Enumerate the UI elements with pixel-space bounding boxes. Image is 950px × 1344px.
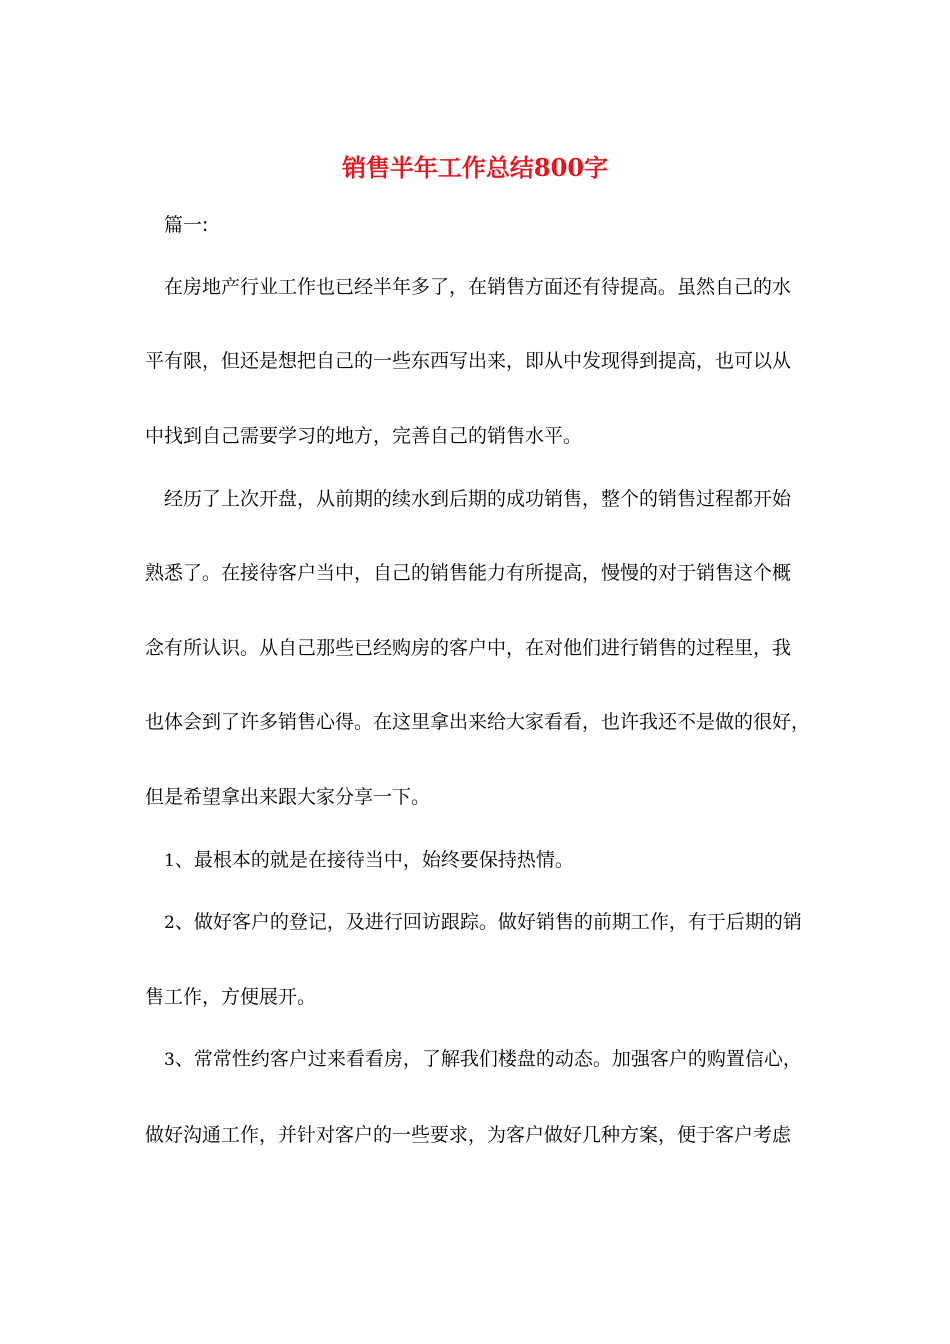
list-item-text: 、常常性约客户过来看看房，了解我们楼盘的动态。加强客户的购置信心， <box>174 1048 802 1070</box>
document-title: 销售半年工作总结800字 <box>341 153 609 182</box>
list-item <box>164 1045 810 1074</box>
paragraph-line: 但是希望拿出来跟大家分享一下。 <box>145 786 431 808</box>
list-item-number: 2 <box>164 913 175 933</box>
paragraph-line: 做好沟通工作，并针对客户的一些要求，为客户做好几种方案，便于客户考虑 <box>145 1124 792 1146</box>
paragraph-line: 平有限，但还是想把自己的一些东西写出来，即从中发现得到提高，也可以从 <box>145 350 792 372</box>
paragraph-line: 售工作，方便展开。 <box>145 986 317 1008</box>
paragraph-line: 念有所认识。从自己那些已经购房的客户中，在对他们进行销售的过程里，我 <box>145 637 792 659</box>
paragraph-line: 也体会到了许多销售心得。在这里拿出来给大家看看，也许我还不是做的很好， <box>145 711 811 733</box>
paragraph-line: 经历了上次开盘，从前期的续水到后期的成功销售，整个的销售过程都开始 <box>164 488 792 510</box>
list-item <box>164 846 810 875</box>
paragraph-line: 熟悉了。在接待客户当中，自己的销售能力有所提高，慢慢的对于销售这个概 <box>145 562 792 584</box>
list-item-number: 3 <box>164 1050 175 1070</box>
list-item-text: 、做好客户的登记，及进行回访跟踪。做好销售的前期工作，有于后期的销 <box>174 911 802 933</box>
list-item-number: 1 <box>164 851 175 871</box>
list-item <box>164 908 810 937</box>
paragraph-line: 中找到自己需要学习的地方，完善自己的销售水平。 <box>145 425 583 447</box>
paragraph-line: 在房地产行业工作也已经半年多了，在销售方面还有待提高。虽然自己的水 <box>164 276 792 298</box>
list-item-text: 、最根本的就是在接待当中，始终要保持热情。 <box>174 849 574 871</box>
section-label: 篇一: <box>164 214 209 236</box>
